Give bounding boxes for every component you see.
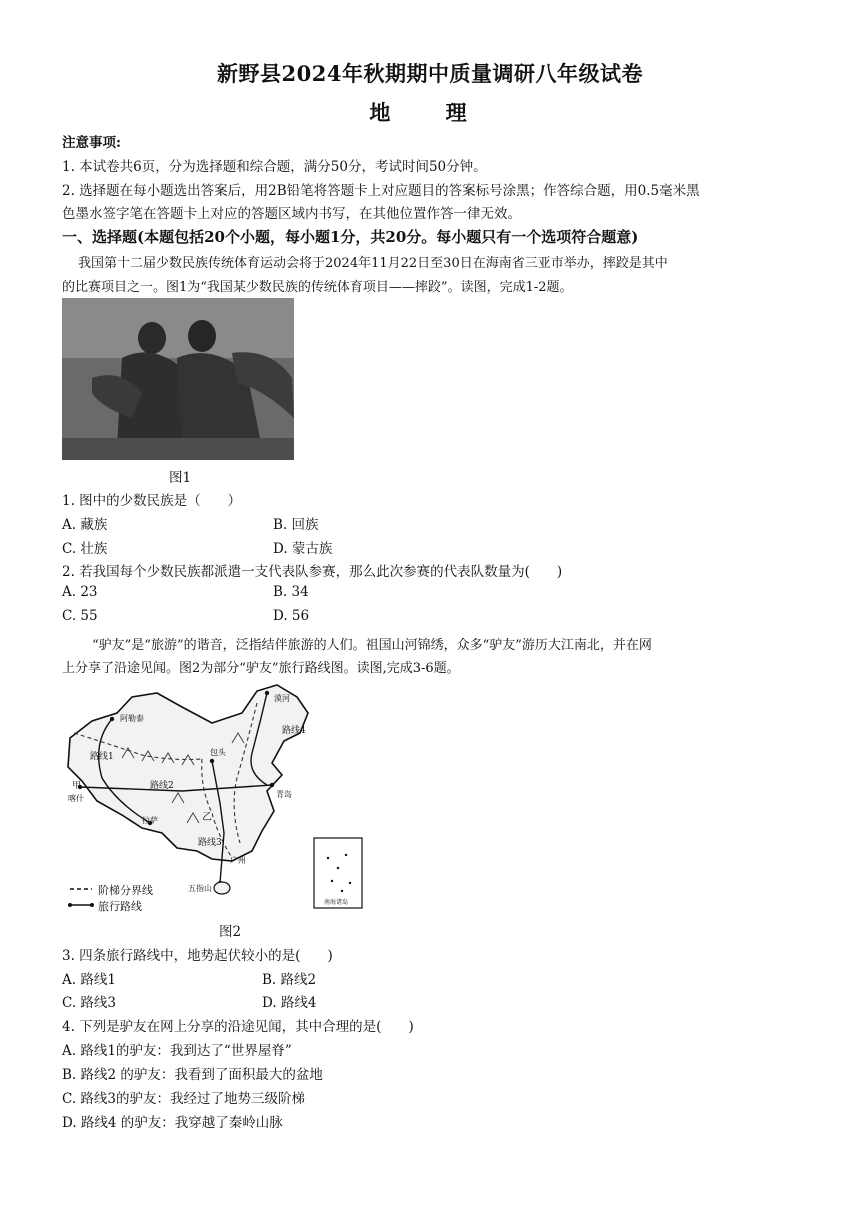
q4-option-d: D. 路线4 的驴友：我穿越了秦岭山脉 (62, 1115, 283, 1131)
passage1-line1: 我国第十二届少数民族传统体育运动会将于2024年11月22日至30日在海南省三亚市举办，摔跤是其中 (78, 256, 668, 271)
label-route3: 路线3 (198, 838, 222, 848)
subject-title: 地 理 (369, 100, 491, 125)
label-jia: 甲 (72, 781, 82, 791)
q3-option-b: B. 路线2 (262, 972, 317, 988)
figure2-caption: 图2 (219, 924, 242, 940)
notice-heading: 注意事项: (62, 135, 121, 151)
label-lasa: 拉萨 (142, 816, 158, 825)
wrestling-photo (62, 298, 294, 460)
q3-option-a: A. 路线1 (62, 972, 116, 988)
figure1-caption: 图1 (169, 470, 192, 486)
q1-stem: 1. 图中的少数民族是（ ） (62, 493, 242, 509)
q2-option-b: B. 34 (273, 584, 309, 600)
label-yi: 乙 (202, 812, 212, 823)
passage2-line2: 上分享了沿途见闻。图2为部分“驴友”旅行路线图。读图,完成3-6题。 (62, 661, 460, 676)
q2-option-c: C. 55 (62, 608, 98, 624)
label-guangzhou: 广州 (230, 856, 246, 865)
q2-option-a: A. 23 (62, 584, 98, 600)
passage1-line2: 的比赛项目之一。图1为“我国某少数民族的传统体育项目——摔跤”。读图，完成1-2题。 (62, 280, 573, 295)
label-kashi: 喀什 (68, 794, 84, 803)
q1-option-c: C. 壮族 (62, 541, 108, 557)
legend-step-boundary: 阶梯分界线 (98, 884, 153, 897)
q3-option-d: D. 路线4 (262, 995, 317, 1011)
q4-option-b: B. 路线2 的驴友：我看到了面积最大的盆地 (62, 1067, 323, 1083)
q3-stem: 3. 四条旅行路线中，地势起伏较小的是( ) (62, 948, 333, 964)
q4-stem: 4. 下列是驴友在网上分享的沿途见闻，其中合理的是( ) (62, 1019, 414, 1035)
label-inset: 南海诸岛 (324, 899, 349, 906)
q4-option-a: A. 路线1的驴友：我到达了“世界屋脊” (62, 1043, 292, 1059)
label-route4: 路线4 (282, 726, 306, 736)
notice-item-2-line1: 2. 选择题在每小题选出答案后，用2B铅笔将答题卡上对应题目的答案标号涂黑；作答综合题，用0.5毫米黑 (62, 183, 700, 199)
label-qingdao: 青岛 (276, 790, 292, 799)
label-aletai: 阿勒泰 (120, 714, 144, 723)
exam-title: 新野县2024年秋期期中质量调研八年级试卷 (217, 61, 643, 86)
label-wuzhishan: 五指山 (188, 884, 212, 893)
q1-option-d: D. 蒙古族 (273, 541, 333, 557)
china-route-map (62, 683, 372, 915)
notice-item-1: 1. 本试卷共6页，分为选择题和综合题，满分50分，考试时间50分钟。 (62, 159, 487, 175)
q1-option-a: A. 藏族 (62, 517, 108, 533)
passage2-line1: “驴友”是“旅游”的谐音，泛指结伴旅游的人们。祖国山河锦绣，众多“驴友”游历大江南北，并在网 (92, 638, 652, 653)
q1-option-b: B. 回族 (273, 517, 319, 533)
q2-stem: 2. 若我国每个少数民族都派遣一支代表队参赛，那么此次参赛的代表队数量为( ) (62, 564, 563, 580)
section-heading: 一、选择题(本题包括20个小题，每小题1分，共20分。每小题只有一个选项符合题意) (62, 228, 639, 246)
label-route2: 路线2 (150, 781, 174, 791)
legend-travel-route: 旅行路线 (98, 900, 142, 913)
notice-item-2-line2: 色墨水签字笔在答题卡上对应的答题区域内书写，在其他位置作答一律无效。 (62, 206, 521, 222)
q3-option-c: C. 路线3 (62, 995, 117, 1011)
q2-option-d: D. 56 (273, 608, 310, 624)
label-mohe: 漠河 (274, 694, 290, 703)
label-baotou: 包头 (210, 748, 226, 757)
label-route1: 路线1 (90, 752, 114, 762)
q4-option-c: C. 路线3的驴友：我经过了地势三级阶梯 (62, 1091, 306, 1107)
